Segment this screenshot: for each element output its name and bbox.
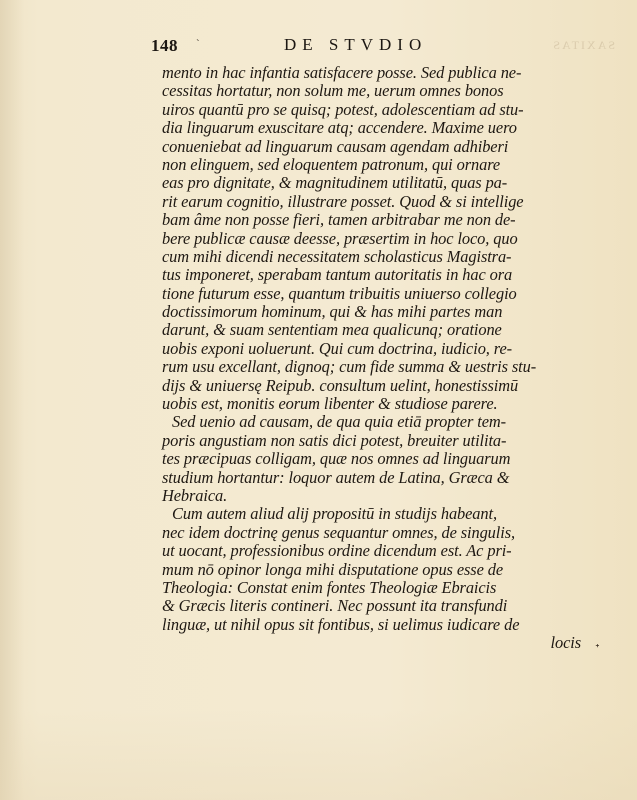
main-text (162, 64, 594, 653)
paragraph-1 (162, 64, 594, 413)
text-line: ut uocant, professionibus ordine dicendum est. Ac pri- (162, 541, 512, 561)
text-line: uiros quantū pro se quisq; potest, adolescentiam ad stu- (162, 99, 524, 119)
gutter-shadow (0, 0, 24, 800)
text-line: linguæ, ut nihil opus sit fontibus, si uelimus iudicare de (162, 614, 520, 634)
text-line: mum nō opinor longa mihi disputatione opus esse de (162, 559, 504, 579)
text-line: bere publicæ causæ deesse, præsertim in hoc loco, quo (162, 228, 518, 248)
catchword: locis (550, 633, 581, 653)
text-line: uobis exponi uoluerunt. Qui cum doctrina, iudicio, re- (162, 338, 512, 358)
text-line: tione futurum esse, quantum tribuitis uniuerso collegio (162, 283, 517, 303)
text-line: darunt, & suam sententiam mea qualicunq; oratione (162, 320, 502, 340)
text-line: tes præcipuas colligam, quæ nos omnes ad linguarum (162, 449, 511, 469)
text-line: dia linguarum exuscitare atq; accendere. Maxime uero (162, 118, 517, 138)
folio-mark: ˋ (196, 38, 200, 50)
paragraph-2 (162, 413, 594, 505)
margin-ornament: ᐩ (595, 641, 600, 655)
running-title: DE STVDIO (284, 35, 428, 54)
text-line: rum usu excellant, dignoq; cum fide summa & uestris stu- (162, 357, 537, 377)
text-line: bam âme non posse fieri, tamen arbitrabar me non de- (162, 210, 516, 230)
page-number: 148 (151, 36, 178, 55)
text-line: dijs & uniuersę Reipub. consultum uelint, honestissimū (162, 375, 519, 395)
text-line: non elinguem, sed eloquentem patronum, qui ornare (162, 154, 501, 174)
text-line: poris angustiam non satis dici potest, breuiter utilita- (162, 430, 507, 450)
text-line: eas pro dignitate, & magnitudinem utilitatū, quas pa- (162, 173, 508, 193)
paragraph-3 (162, 505, 594, 634)
bleed-through-text: SAXITAS (551, 38, 615, 52)
text-line: cessitas hortatur, non solum me, uerum omnes bonos (162, 81, 504, 101)
text-line: cum mihi dicendi necessitatem scholasticus Magistra- (162, 246, 512, 266)
text-line: Sed uenio ad causam, de qua quia etiā propter tem- (172, 412, 506, 432)
text-line: & Græcis literis contineri. Nec possunt ita transfundi (162, 596, 508, 616)
text-line: tus imponeret, sperabam tantum autoritatis in hac ora (162, 265, 513, 285)
text-line: rit earum cognitio, illustrare posset. Quod & si intellige (162, 191, 524, 211)
text-line: mento in hac infantia satisfacere posse. Sed publica ne- (162, 63, 522, 82)
text-line: conueniebat ad linguarum causam agendam adhiberi (162, 136, 509, 156)
text-line: Cum autem aliud alij propositū in studijs habeant, (172, 504, 497, 524)
text-line: nec idem doctrinę genus sequantur omnes, de singulis, (162, 522, 515, 542)
text-line: uobis est, monitis eorum libenter & studiose parere. (162, 394, 498, 414)
text-line: studium hortantur: loquor autem de Latina, Græca & (162, 467, 510, 487)
text-line: doctissimorum hominum, qui & has mihi partes man (162, 302, 503, 322)
text-line: Theologia: Constat enim fontes Theologiæ Ebraicis (162, 577, 497, 597)
text-line: Hebraica. (162, 485, 228, 505)
